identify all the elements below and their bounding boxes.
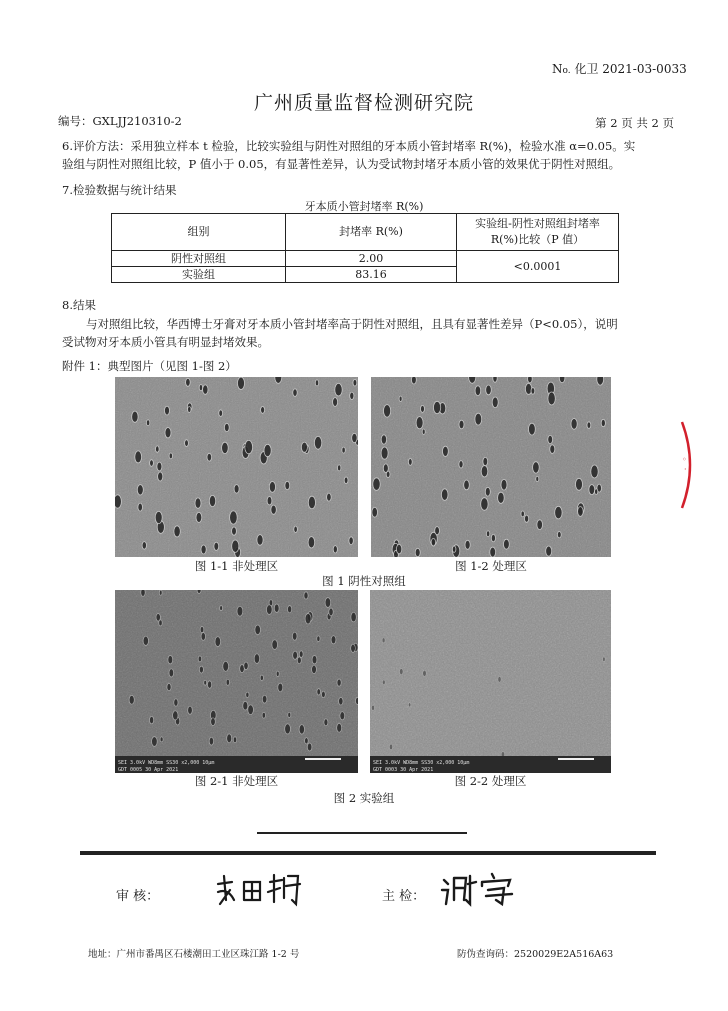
dentin-tubule — [299, 725, 304, 734]
dentin-tubule — [559, 377, 565, 383]
report-code: 编号：GXLJJ210310-2 — [58, 114, 182, 128]
dentin-tubule — [408, 703, 410, 707]
dentin-tubule — [529, 423, 536, 435]
dentin-tubule — [198, 656, 201, 662]
svg-text:◦: ◦ — [682, 455, 687, 464]
dentin-tubule — [555, 506, 562, 519]
dentin-tubule — [536, 476, 539, 481]
dentin-tubule — [156, 446, 160, 452]
dentin-tubule — [312, 656, 317, 664]
dentin-tubule — [595, 489, 598, 495]
dentin-tubule — [146, 420, 149, 426]
row-rate: 2.00 — [286, 251, 457, 267]
dentin-tubule — [528, 377, 533, 383]
reviewer-label: 审 核： — [116, 889, 160, 904]
dentin-tubule — [498, 492, 505, 503]
attachment-title: 附件 1：典型图片（见图 1-图 2） — [62, 359, 237, 373]
dentin-tubule — [431, 538, 435, 546]
dentin-tubule — [278, 683, 283, 692]
dentin-tubule — [351, 612, 356, 622]
page-indicator: 第 2 页 共 2 页 — [595, 116, 674, 130]
p-value: <0.0001 — [457, 251, 619, 283]
dentin-tubule — [227, 734, 232, 743]
dentin-tubule — [493, 377, 497, 382]
dentin-tubule — [215, 637, 221, 647]
dentin-tubule — [234, 485, 239, 494]
dentin-tubule — [317, 636, 320, 642]
dentin-tubule — [254, 654, 259, 664]
dentin-tubule — [315, 380, 318, 386]
dentin-tubule — [548, 392, 555, 405]
document-number: No. 化卫 2021-03-0033 — [552, 62, 687, 76]
dentin-tubule — [324, 719, 328, 726]
dentin-tubule — [591, 465, 598, 478]
caption-fig-2-1: 图 2-1 非处理区 — [194, 774, 279, 788]
dentin-tubule — [138, 503, 143, 511]
caption-fig-1: 图 1 阴性对照组 — [322, 574, 406, 588]
dentin-tubule — [475, 413, 482, 425]
dentin-tubule — [304, 592, 308, 599]
dentin-tubule — [214, 542, 219, 550]
dentin-tubule — [129, 695, 134, 704]
dentin-tubule — [150, 460, 154, 467]
dentin-tubule — [335, 383, 342, 396]
dentin-tubule — [423, 670, 427, 676]
dentin-tubule — [155, 511, 162, 523]
dentin-tubule — [197, 590, 201, 594]
dentin-tubule — [232, 527, 237, 535]
dentin-tubule — [255, 625, 261, 635]
dentin-tubule — [501, 479, 507, 490]
dentin-tubule — [308, 496, 315, 509]
dentin-tubule — [576, 478, 583, 490]
dentin-tubule — [237, 606, 243, 616]
footer-address: 地址：广州市番禺区石楼潮田工业区珠江路 1-2 号 — [88, 949, 300, 960]
header-group: 组别 — [112, 214, 286, 251]
dentin-tubule — [199, 666, 203, 673]
dentin-tubule — [204, 680, 207, 685]
dentin-tubule — [587, 422, 591, 429]
dentin-tubule — [132, 411, 138, 422]
dentin-tubule — [464, 480, 470, 490]
dentin-tubule — [293, 389, 297, 397]
sem-image-1-1 — [115, 377, 358, 557]
svg-text:GDT: GDT 0005 30 Apr 2021 — [118, 767, 179, 773]
dentin-tubule — [548, 435, 553, 443]
dentin-tubule — [142, 542, 146, 550]
dentin-tubule — [292, 632, 297, 640]
dentin-tubule — [293, 651, 298, 659]
dentin-tubule — [288, 606, 292, 613]
dentin-tubule — [305, 738, 309, 744]
dentin-tubule — [603, 657, 606, 661]
dentin-tubule — [220, 606, 223, 611]
dentin-tubule — [421, 405, 425, 412]
dentin-tubule — [262, 712, 265, 718]
dentin-tubule — [152, 737, 158, 747]
dentin-tubule — [248, 705, 254, 715]
svg-text:SEI 3.0kV WD8mm SS30: SEI 3.0kV WD8mm SS30 x2,000 10μm — [118, 760, 215, 766]
dentin-tubule — [137, 485, 143, 495]
dentin-tubule — [246, 692, 249, 697]
section-heading-results-data: 7.检验数据与统计结果 — [62, 183, 177, 197]
caption-fig-2-2: 图 2-2 处理区 — [454, 774, 527, 788]
dentin-tubule — [168, 656, 173, 664]
dentin-tubule — [333, 398, 338, 407]
dentin-tubule — [351, 644, 356, 652]
dentin-tubule — [271, 505, 276, 514]
dentin-tubule — [264, 444, 271, 456]
dentin-tubule — [373, 478, 380, 491]
seam-stamp — [676, 420, 700, 510]
dentin-tubule — [443, 446, 449, 456]
dentin-tubule — [481, 466, 488, 477]
dentin-tubule — [174, 699, 178, 706]
dentin-tubule — [159, 590, 162, 595]
dentin-tubule — [188, 407, 191, 413]
dentin-tubule — [257, 535, 263, 546]
dentin-tubule — [299, 651, 303, 658]
dentin-tubule — [201, 545, 206, 554]
dentin-tubule — [209, 737, 213, 745]
dentin-tubule — [481, 498, 488, 511]
dentin-tubule — [267, 605, 273, 615]
dentin-tubule — [333, 546, 337, 553]
sem-micrograph — [371, 377, 611, 557]
inspector-signature — [440, 870, 520, 910]
dentin-tubule — [305, 614, 311, 624]
dentin-tubule — [399, 396, 402, 401]
dentin-tubule — [158, 472, 163, 481]
dentin-tubule — [211, 718, 216, 726]
dentin-tubule — [331, 636, 336, 644]
dentin-tubule — [276, 671, 279, 676]
evaluation-method-line1: 6.评价方法：采用独立样本 t 检验，比较实验组与阴性对照组的牙本质小管封堵率 R(%)，检验水准 α=0.05。实 — [62, 139, 636, 153]
header-rate: 封堵率 R(%) — [286, 214, 457, 251]
dentin-tubule — [325, 598, 331, 608]
dentin-tubule — [459, 420, 464, 429]
dentin-tubule — [382, 638, 385, 643]
dentin-tubule — [412, 377, 417, 384]
dentin-tubule — [165, 406, 170, 415]
table-caption: 牙本质小管封堵率 R(%) — [304, 200, 424, 213]
dentin-tubule — [550, 445, 555, 454]
dentin-tubule — [504, 539, 510, 549]
dentin-tubule — [307, 743, 312, 751]
row-group: 阴性对照组 — [112, 251, 286, 267]
dentin-tubule — [525, 515, 529, 522]
dentin-tubule — [185, 440, 189, 447]
dentin-tubule — [533, 462, 540, 473]
dentin-tubule — [308, 537, 315, 548]
dentin-tubule — [589, 485, 595, 495]
dentin-tubule — [317, 689, 321, 695]
dentin-tubule — [115, 495, 121, 508]
dentin-tubule — [597, 377, 604, 385]
dentin-tubule — [381, 447, 388, 459]
evaluation-method-line2: 验组与阴性对照组比较，P 值小于 0.05，有显著性差异，认为受试物封堵牙本质小管的效果优于阴性对照组。 — [62, 157, 621, 171]
dentin-tubule — [498, 677, 501, 683]
sem-image-2-2 — [370, 590, 611, 773]
svg-text:SEI 3.0kV WD8mm SS30: SEI 3.0kV WD8mm SS30 x2,000 10μm — [373, 760, 470, 766]
dentin-tubule — [521, 511, 524, 517]
reviewer-signature — [214, 870, 304, 910]
dentin-tubule — [490, 547, 496, 557]
dentin-tubule — [372, 507, 378, 517]
dentin-tubule — [219, 410, 223, 417]
dentin-tubule — [169, 453, 172, 459]
dentin-tubule — [372, 705, 375, 710]
anti-counterfeit-code: 防伪查询码：2520029E2A516A63 — [457, 949, 614, 960]
sem-micrograph — [370, 590, 611, 773]
dentin-tubule — [344, 477, 348, 484]
dentin-tubule — [422, 429, 425, 434]
row-rate: 83.16 — [286, 267, 457, 283]
results-table — [111, 213, 619, 283]
caption-fig-1-2: 图 1-2 处理区 — [455, 559, 527, 573]
dentin-tubule — [222, 442, 229, 453]
dentin-tubule — [312, 665, 317, 673]
dentin-tubule — [196, 512, 202, 522]
section-heading-conclusion: 8.结果 — [62, 298, 96, 312]
dentin-tubule — [261, 407, 265, 414]
dentin-tubule — [415, 548, 420, 556]
dentin-tubule — [338, 465, 341, 471]
dentin-tubule — [601, 419, 605, 426]
dentin-tubule — [267, 497, 272, 505]
dentin-tubule — [238, 377, 245, 389]
dentin-tubule — [226, 679, 229, 685]
dentin-tubule — [557, 532, 561, 538]
dentin-tubule — [232, 540, 239, 552]
dentin-tubule — [531, 388, 535, 395]
dentin-tubule — [434, 401, 441, 413]
divider-thick — [80, 851, 656, 855]
dentin-tubule — [486, 385, 492, 395]
dentin-tubule — [297, 657, 301, 664]
svg-text:GDT: GDT 0003 30 Apr 2021 — [373, 767, 434, 773]
dentin-tubule — [230, 511, 238, 524]
sem-micrograph — [115, 590, 358, 773]
dentin-tubule — [285, 724, 291, 734]
dentin-tubule — [383, 464, 388, 473]
dentin-tubule — [337, 723, 342, 732]
dentin-tubule — [578, 507, 584, 517]
dentin-tubule — [483, 457, 488, 465]
dentin-tubule — [288, 712, 291, 717]
caption-fig-2: 图 2 实验组 — [333, 791, 395, 805]
dentin-tubule — [475, 386, 481, 396]
dentin-tubule — [209, 495, 215, 506]
dentin-tubule — [352, 433, 357, 442]
header-compare: 实验组-阴性对照组封堵率 R(%)比较（P 值） — [457, 214, 619, 251]
row-group: 实验组 — [112, 267, 286, 283]
dentin-tubule — [199, 385, 202, 391]
dentin-tubule — [416, 417, 423, 429]
dentin-tubule — [208, 681, 212, 688]
dentin-tubule — [314, 436, 321, 449]
dentin-tubule — [160, 737, 163, 742]
dentin-tubule — [396, 544, 401, 553]
dentin-tubule — [262, 695, 267, 703]
dentin-tubule — [356, 697, 359, 704]
dentin-tubule — [382, 680, 385, 685]
dentin-tubule — [342, 447, 345, 453]
dentin-tubule — [327, 493, 332, 501]
sem-micrograph — [115, 377, 358, 557]
dentin-tubule — [245, 440, 253, 453]
dentin-tubule — [294, 526, 298, 532]
dentin-tubule — [203, 385, 208, 394]
svg-text:·: · — [684, 465, 687, 474]
dentin-tubule — [167, 683, 171, 690]
dentin-tubule — [272, 640, 278, 650]
dentin-tubule — [350, 392, 354, 399]
dentin-tubule — [329, 608, 333, 616]
dentin-tubule — [156, 614, 160, 622]
dentin-tubule — [486, 531, 489, 537]
dentin-tubule — [349, 537, 353, 545]
dentin-tubule — [492, 397, 498, 408]
dentin-tubule — [201, 633, 205, 641]
dentin-tubule — [537, 520, 543, 530]
divider-short — [257, 832, 467, 834]
dentin-tubule — [452, 546, 456, 552]
dentin-tubule — [389, 744, 392, 750]
dentin-tubule — [143, 636, 148, 645]
dentin-tubule — [223, 661, 229, 671]
evaluation-method — [62, 137, 680, 173]
dentin-tubule — [188, 706, 193, 714]
dentin-tubule — [195, 498, 201, 508]
dentin-tubule — [165, 428, 171, 438]
dentin-tubule — [174, 526, 180, 537]
dentin-tubule — [260, 675, 263, 680]
table-row — [112, 251, 619, 267]
dentin-tubule — [459, 461, 463, 468]
organization-title: 广州质量监督检测研究院 — [253, 92, 474, 114]
dentin-tubule — [186, 378, 191, 386]
dentin-tubule — [141, 590, 145, 596]
dentin-tubule — [233, 737, 236, 743]
dentin-tubule — [169, 669, 174, 677]
dentin-tubule — [485, 487, 490, 496]
dentin-tubule — [340, 712, 345, 720]
sem-image-1-2 — [371, 377, 611, 557]
dentin-tubule — [353, 379, 357, 386]
dentin-tubule — [322, 691, 326, 697]
sem-image-2-1 — [115, 590, 358, 773]
dentin-tubule — [400, 669, 404, 675]
dentin-tubule — [546, 546, 552, 556]
dentin-tubule — [135, 451, 142, 463]
inspector-label: 主 检： — [382, 889, 426, 904]
dentin-tubule — [207, 453, 212, 461]
dentin-tubule — [408, 459, 412, 466]
dentin-tubule — [150, 716, 154, 723]
dentin-tubule — [571, 419, 577, 430]
dentin-tubule — [244, 662, 248, 670]
dentin-tubule — [441, 489, 448, 501]
caption-fig-1-1: 图 1-1 非处理区 — [194, 559, 279, 573]
dentin-tubule — [301, 442, 307, 452]
dentin-tubule — [384, 405, 391, 418]
dentin-tubule — [274, 604, 279, 612]
dentin-tubule — [173, 711, 178, 720]
dentin-tubule — [381, 435, 386, 444]
dentin-tubule — [157, 462, 162, 471]
dentin-tubule — [243, 701, 248, 710]
dentin-tubule — [465, 540, 470, 549]
dentin-tubule — [285, 481, 290, 489]
conclusion-text: 与对照组比较，华西博士牙膏对牙本质小管封堵率高于阴性对照组，且具有显著性差异（P<0.05），说明 受试物对牙本质小管具有明显封堵效果。 — [62, 317, 618, 349]
dentin-tubule — [337, 679, 341, 686]
dentin-tubule — [224, 423, 229, 431]
dentin-tubule — [435, 527, 440, 535]
dentin-tubule — [491, 534, 495, 541]
dentin-tubule — [339, 697, 343, 705]
dentin-tubule — [200, 627, 204, 633]
dentin-tubule — [269, 482, 275, 493]
